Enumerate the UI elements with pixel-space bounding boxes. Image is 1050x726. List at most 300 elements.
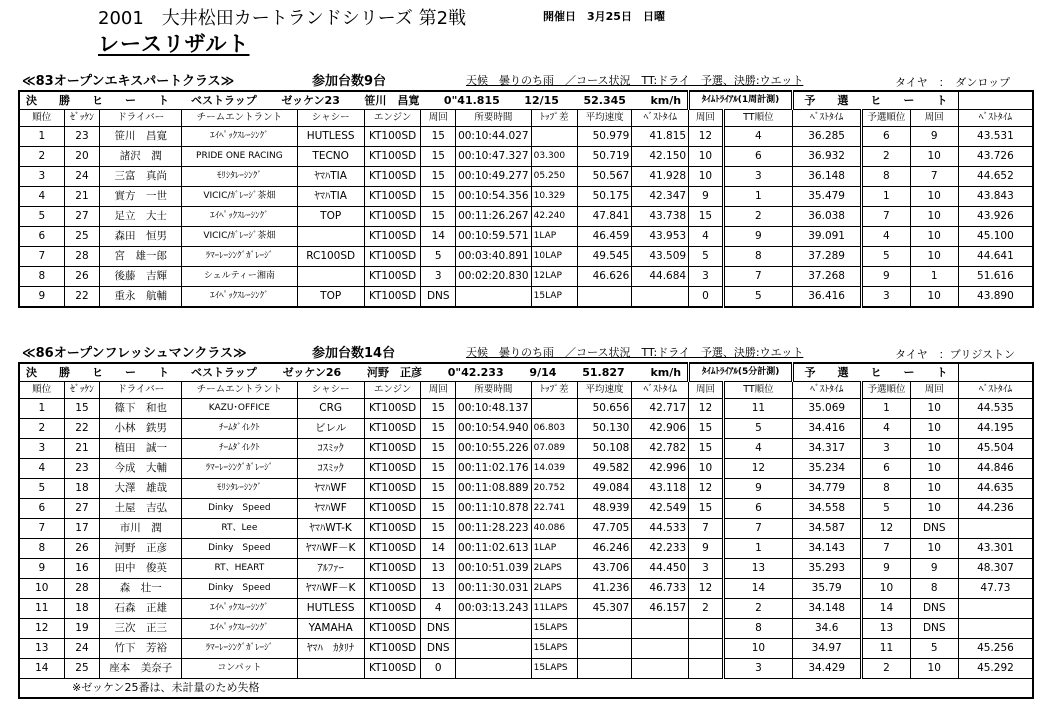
table-cell: 15LAPS <box>531 619 577 639</box>
table-cell <box>577 659 632 679</box>
table-cell: 18 <box>64 479 100 499</box>
table-cell: 15 <box>421 519 456 539</box>
table-cell: 36.932 <box>793 147 862 167</box>
table-cell: 15LAPS <box>531 659 577 679</box>
table-row <box>19 479 1033 499</box>
table-cell: 後藤 吉輝 <box>100 267 182 287</box>
table-cell: ﾔﾏﾊWF <box>297 479 364 499</box>
column-header: チームエントラント <box>182 382 297 399</box>
table-cell: KT100SD <box>364 479 421 499</box>
table-cell: 45.256 <box>958 639 1033 659</box>
table-cell: 石森 正雄 <box>100 599 182 619</box>
table-cell <box>456 287 532 308</box>
table-cell: 4 <box>689 227 724 247</box>
table-cell <box>531 399 577 419</box>
banner-speed: 51.827 <box>582 366 625 379</box>
table-cell: 5 <box>910 639 958 659</box>
table-cell: 24 <box>64 639 100 659</box>
table-cell: 3 <box>689 267 724 287</box>
table-cell: 23 <box>64 459 100 479</box>
table-cell: 44.684 <box>632 267 689 287</box>
table-cell: 00:11:28.223 <box>456 519 532 539</box>
table-cell: 15 <box>421 419 456 439</box>
table-cell: 6 <box>862 127 910 147</box>
table-cell: 49.084 <box>577 479 632 499</box>
table-cell: 43.926 <box>958 207 1033 227</box>
table-cell: DNS <box>910 599 958 619</box>
table-cell: 00:10:59.571 <box>456 227 532 247</box>
table-cell: 9 <box>19 287 64 308</box>
table-cell: 22 <box>64 419 100 439</box>
table-cell: 12 <box>689 479 724 499</box>
table-cell: 10 <box>910 227 958 247</box>
table-cell: 27 <box>64 207 100 227</box>
table-cell: 51.616 <box>958 267 1033 287</box>
table-cell: ﾔﾏﾊWT-K <box>297 519 364 539</box>
fastest-lap-banner <box>19 363 1033 382</box>
table-cell: 9 <box>723 227 792 247</box>
table-cell: 15 <box>421 147 456 167</box>
table-cell: 15LAP <box>531 287 577 308</box>
table-cell: 36.416 <box>793 287 862 308</box>
table-cell: 28 <box>64 579 100 599</box>
table-cell: RT、HEART <box>182 559 297 579</box>
table-cell: 15 <box>421 459 456 479</box>
table-cell: 大澤 雄哉 <box>100 479 182 499</box>
table-cell: 8 <box>19 267 64 287</box>
table-cell: ﾓﾘｼﾀﾚｰｼﾝｸﾞ <box>182 167 297 187</box>
table-cell: 00:10:54.940 <box>456 419 532 439</box>
table-cell: 1 <box>910 267 958 287</box>
table-cell: 8 <box>910 579 958 599</box>
table-cell: 42.150 <box>632 147 689 167</box>
table-cell: ｱﾙﾌｧｰ <box>297 559 364 579</box>
column-header: 周回 <box>910 110 958 127</box>
table-row <box>19 127 1033 147</box>
table-cell: 44.195 <box>958 419 1033 439</box>
table-row <box>19 187 1033 207</box>
table-cell: 1 <box>723 187 792 207</box>
table-cell: 00:10:44.027 <box>456 127 532 147</box>
banner-lap: 9/14 <box>529 366 557 379</box>
table-cell: ﾔﾏﾊWF－K <box>297 579 364 599</box>
table-cell: 35.479 <box>793 187 862 207</box>
table-cell: 21 <box>64 187 100 207</box>
table-cell: 2LAPS <box>531 579 577 599</box>
table-cell: 2 <box>19 147 64 167</box>
table-cell: 06.803 <box>531 419 577 439</box>
table-cell: 15 <box>421 399 456 419</box>
table-cell: 19 <box>64 619 100 639</box>
table-cell: 10 <box>19 579 64 599</box>
column-header: 周回 <box>689 382 724 399</box>
header-row <box>19 382 1033 399</box>
table-cell: 47.841 <box>577 207 632 227</box>
weather-info: 天候 曇りのち雨 ／コース状況 TT:ドライ 予選、決勝:ウエット <box>466 346 804 359</box>
table-cell: 11 <box>723 399 792 419</box>
time-trial-label: ﾀｲﾑﾄﾗｲｱﾙ(5分計測) <box>689 363 793 382</box>
table-cell: 6 <box>723 147 792 167</box>
table-cell: 44.846 <box>958 459 1033 479</box>
table-cell: 41.928 <box>632 167 689 187</box>
column-header: 順位 <box>19 110 64 127</box>
table-cell: 15 <box>421 499 456 519</box>
table-cell: 10 <box>910 499 958 519</box>
table-cell: 5 <box>723 419 792 439</box>
table-cell: ﾔﾏﾊWF－K <box>297 539 364 559</box>
table-cell <box>577 287 632 308</box>
table-cell: 50.130 <box>577 419 632 439</box>
table-cell: 三次 正三 <box>100 619 182 639</box>
table-cell: 45.292 <box>958 659 1033 679</box>
column-header: ﾍﾞｽﾄﾀｲﾑ <box>632 382 689 399</box>
table-cell: 5 <box>19 479 64 499</box>
table-cell: 13 <box>421 559 456 579</box>
table-row <box>19 499 1033 519</box>
table-cell: Dinky Speed <box>182 579 297 599</box>
table-cell: KT100SD <box>364 499 421 519</box>
table-cell: 43.509 <box>632 247 689 267</box>
table-cell: 9 <box>910 127 958 147</box>
table-cell: 14 <box>421 539 456 559</box>
table-cell: ﾗﾏｰﾚｰｼﾝｸﾞｶﾞﾚｰｼﾞ <box>182 459 297 479</box>
table-cell: ﾗﾏｰﾚｰｼﾝｸﾞｶﾞﾚｰｼﾞ <box>182 247 297 267</box>
table-cell: KT100SD <box>364 619 421 639</box>
table-cell: 4 <box>421 599 456 619</box>
table-cell: 25 <box>64 227 100 247</box>
table-cell: 17 <box>64 519 100 539</box>
table-cell: 00:03:40.891 <box>456 247 532 267</box>
table-cell: 7 <box>723 267 792 287</box>
column-header: 周回 <box>689 110 724 127</box>
table-cell: 11LAPS <box>531 599 577 619</box>
table-cell: YAMAHA <box>297 619 364 639</box>
table-cell: コンパット <box>182 659 297 679</box>
table-cell: 15 <box>689 419 724 439</box>
table-cell: 15 <box>421 127 456 147</box>
table-row <box>19 619 1033 639</box>
table-cell: Dinky Speed <box>182 499 297 519</box>
table-cell: 13 <box>19 639 64 659</box>
table-cell: 9 <box>689 539 724 559</box>
table-cell: 12 <box>862 519 910 539</box>
table-cell: 42.240 <box>531 207 577 227</box>
table-cell <box>632 659 689 679</box>
table-cell: 6 <box>723 499 792 519</box>
table-cell: 12 <box>689 399 724 419</box>
column-header: 所要時間 <box>456 382 532 399</box>
table-cell: 27 <box>64 499 100 519</box>
table-cell: 1LAP <box>531 539 577 559</box>
column-header: チームエントラント <box>182 110 297 127</box>
table-cell: 實方 一世 <box>100 187 182 207</box>
table-cell: 15 <box>421 207 456 227</box>
column-header: ドライバー <box>100 110 182 127</box>
column-header: ﾍﾞｽﾄﾀｲﾑ <box>793 110 862 127</box>
table-cell: DNS <box>421 619 456 639</box>
table-cell: ﾗﾏｰﾚｰｼﾝｸﾞｶﾞﾚｰｼﾞ <box>182 639 297 659</box>
table-cell: 9 <box>862 559 910 579</box>
table-cell: 50.567 <box>577 167 632 187</box>
table-cell: 50.108 <box>577 439 632 459</box>
table-cell: 0 <box>689 287 724 308</box>
table-cell: 12 <box>19 619 64 639</box>
table-cell: 14 <box>862 599 910 619</box>
table-cell: RT、Lee <box>182 519 297 539</box>
table-cell: KT100SD <box>364 439 421 459</box>
table-cell: 14 <box>421 227 456 247</box>
column-header: 所要時間 <box>456 110 532 127</box>
table-cell <box>632 287 689 308</box>
column-header: 平均速度 <box>577 382 632 399</box>
table-cell: ﾔﾏﾊTIA <box>297 167 364 187</box>
table-cell: 10 <box>910 147 958 167</box>
table-cell: VICIC/ｶﾞﾚｰｼﾞ茶畑 <box>182 227 297 247</box>
event-date: 開催日 3月25日 日曜 <box>543 10 665 23</box>
table-cell: PRIDE ONE RACING <box>182 147 297 167</box>
table-cell: VICIC/ｶﾞﾚｰｼﾞ茶畑 <box>182 187 297 207</box>
table-cell: 7 <box>862 207 910 227</box>
table-cell: 44.535 <box>958 399 1033 419</box>
table-cell: KT100SD <box>364 659 421 679</box>
table-row <box>19 287 1033 308</box>
table-cell: 諸沢 潤 <box>100 147 182 167</box>
table-cell <box>456 659 532 679</box>
table-cell: 44.533 <box>632 519 689 539</box>
banner-label: 決 勝 ヒ ー ト ベストラップ <box>26 94 257 107</box>
table-cell: 40.086 <box>531 519 577 539</box>
table-cell: 3 <box>19 167 64 187</box>
table-cell: 7 <box>862 539 910 559</box>
banner-speed: 52.345 <box>583 94 626 107</box>
column-header: ｾﾞｯｹﾝ <box>64 382 100 399</box>
column-header: TT順位 <box>723 382 792 399</box>
table-cell: 00:03:13.243 <box>456 599 532 619</box>
table-cell <box>297 659 364 679</box>
table-cell: 22 <box>64 287 100 308</box>
table-cell: DNS <box>910 619 958 639</box>
table-cell: 14 <box>19 659 64 679</box>
banner-time: 0"41.815 <box>443 94 500 107</box>
table-cell: 7 <box>723 519 792 539</box>
table-cell: 44.236 <box>958 499 1033 519</box>
table-cell: 35.069 <box>793 399 862 419</box>
table-cell: 7 <box>19 247 64 267</box>
table-cell: 41.815 <box>632 127 689 147</box>
table-cell: KT100SD <box>364 639 421 659</box>
table-cell: 4 <box>862 227 910 247</box>
table-cell: 2 <box>723 599 792 619</box>
table-cell: 44.652 <box>958 167 1033 187</box>
table-cell: 竹下 芳裕 <box>100 639 182 659</box>
table-cell: TECNO <box>297 147 364 167</box>
table-row <box>19 147 1033 167</box>
table-cell: ｴｲﾍﾟｯｸｽﾚｰｼﾝｸﾞ <box>182 127 297 147</box>
table-cell: KAZU･OFFICE <box>182 399 297 419</box>
table-cell: 11 <box>862 639 910 659</box>
table-cell: 10 <box>910 479 958 499</box>
table-cell: 15 <box>421 167 456 187</box>
table-cell: 6 <box>19 227 64 247</box>
table-cell: ﾔﾏﾊTIA <box>297 187 364 207</box>
table-cell: 35.293 <box>793 559 862 579</box>
table-cell: 10 <box>723 639 792 659</box>
table-cell: KT100SD <box>364 519 421 539</box>
disqualification-note: ※ゼッケン25番は、未計量のため失格 <box>72 681 260 694</box>
table-cell: KT100SD <box>364 187 421 207</box>
table-cell: 10 <box>689 147 724 167</box>
table-cell: 5 <box>19 207 64 227</box>
table-cell: 03.300 <box>531 147 577 167</box>
table-cell: 3 <box>689 559 724 579</box>
table-cell: ﾔﾏﾊ ｶﾀﾘﾅ <box>297 639 364 659</box>
table-cell: DNS <box>421 287 456 308</box>
table-cell: 4 <box>19 459 64 479</box>
table-cell: 1 <box>862 399 910 419</box>
banner-driver: 河野 正彦 <box>366 366 422 379</box>
table-cell: HUTLESS <box>297 599 364 619</box>
fastest-lap-banner <box>19 91 1033 110</box>
table-cell: 10 <box>910 539 958 559</box>
table-cell: 50.175 <box>577 187 632 207</box>
entry-count: 参加台数14台 <box>312 346 396 361</box>
table-cell: 宮 雄一郎 <box>100 247 182 267</box>
table-cell: 10 <box>910 247 958 267</box>
table-cell: ｴｲﾍﾟｯｸｽﾚｰｼﾝｸﾞ <box>182 619 297 639</box>
table-row <box>19 639 1033 659</box>
table-cell: 34.6 <box>793 619 862 639</box>
table-cell: 2LAPS <box>531 559 577 579</box>
table-cell: 46.157 <box>632 599 689 619</box>
table-cell: 3 <box>723 167 792 187</box>
table-cell: 12 <box>689 127 724 147</box>
table-cell: KT100SD <box>364 227 421 247</box>
table-cell: 10 <box>910 287 958 308</box>
table-cell: 10 <box>910 439 958 459</box>
table-cell <box>531 127 577 147</box>
table-cell: 00:10:49.277 <box>456 167 532 187</box>
table-cell: 42.906 <box>632 419 689 439</box>
banner-time: 0"42.233 <box>447 366 504 379</box>
table-cell: 2 <box>862 659 910 679</box>
banner-lap: 12/15 <box>524 94 559 107</box>
table-cell: 13 <box>723 559 792 579</box>
table-cell: 8 <box>862 167 910 187</box>
table-cell: 14.039 <box>531 459 577 479</box>
table-cell: 34.97 <box>793 639 862 659</box>
table-cell: 5 <box>421 247 456 267</box>
banner-number: ゼッケン26 <box>282 366 342 379</box>
table-cell: KT100SD <box>364 267 421 287</box>
table-row <box>19 519 1033 539</box>
table-cell: 46.626 <box>577 267 632 287</box>
column-header: 予選順位 <box>862 110 910 127</box>
table-cell: 00:11:08.889 <box>456 479 532 499</box>
table-cell: KT100SD <box>364 559 421 579</box>
table-cell: 37.289 <box>793 247 862 267</box>
table-cell: 10 <box>910 659 958 679</box>
table-cell <box>456 619 532 639</box>
table-cell: 34.416 <box>793 419 862 439</box>
table-cell: TOP <box>297 207 364 227</box>
table-cell: 植田 誠一 <box>100 439 182 459</box>
table-cell: 小林 鉄男 <box>100 419 182 439</box>
table-cell: 9 <box>910 559 958 579</box>
column-header: 平均速度 <box>577 110 632 127</box>
table-cell: 1 <box>19 399 64 419</box>
tire-info: タイヤ ： ダンロップ <box>895 76 1011 89</box>
table-cell: KT100SD <box>364 599 421 619</box>
table-row <box>19 599 1033 619</box>
note-row <box>19 679 1033 699</box>
table-cell: 49.545 <box>577 247 632 267</box>
table-row <box>19 399 1033 419</box>
table-cell: 37.268 <box>793 267 862 287</box>
table-cell: 00:11:26.267 <box>456 207 532 227</box>
page-title: 2001 大井松田カートランドシリーズ 第2戦 <box>98 8 467 29</box>
table-cell: 15 <box>689 207 724 227</box>
banner-label: 決 勝 ヒ ー ト ベストラップ <box>26 366 257 379</box>
table-cell: 3 <box>862 439 910 459</box>
column-header: 周回 <box>421 110 456 127</box>
table-cell: 00:02:20.830 <box>456 267 532 287</box>
table-cell: 2 <box>19 419 64 439</box>
table-cell: 45.307 <box>577 599 632 619</box>
table-cell: 15 <box>689 439 724 459</box>
table-cell: KT100SD <box>364 147 421 167</box>
table-cell: CRG <box>297 399 364 419</box>
table-cell: 21 <box>64 439 100 459</box>
results-table <box>18 90 1034 308</box>
table-cell: 34.587 <box>793 519 862 539</box>
table-cell: KT100SD <box>364 167 421 187</box>
qualifying-label: 予 選 ヒ ー ト <box>793 91 959 110</box>
class-name: ≪83オープンエキスパートクラス≫ <box>22 74 235 89</box>
column-header: ﾍﾞｽﾄﾀｲﾑ <box>793 382 862 399</box>
table-cell: 4 <box>723 127 792 147</box>
table-cell: 20 <box>64 147 100 167</box>
table-cell: 35.79 <box>793 579 862 599</box>
table-cell: 5 <box>862 499 910 519</box>
table-cell: 25 <box>64 659 100 679</box>
table-cell: シェルティー湘南 <box>182 267 297 287</box>
table-cell <box>297 227 364 247</box>
table-cell: 15 <box>421 187 456 207</box>
table-cell: 3 <box>862 287 910 308</box>
header-row <box>19 110 1033 127</box>
table-cell: 00:10:54.356 <box>456 187 532 207</box>
table-cell: RC100SD <box>297 247 364 267</box>
table-cell: 00:10:48.137 <box>456 399 532 419</box>
table-cell: 28 <box>64 247 100 267</box>
table-cell: KT100SD <box>364 287 421 308</box>
table-cell: 10 <box>910 399 958 419</box>
table-row <box>19 579 1033 599</box>
table-cell: 43.118 <box>632 479 689 499</box>
column-header: 周回 <box>910 382 958 399</box>
table-cell: 46.733 <box>632 579 689 599</box>
table-cell: 10 <box>910 459 958 479</box>
column-header: シャシー <box>297 110 364 127</box>
table-cell: ﾁｰﾑﾀﾞｲﾚｸﾄ <box>182 419 297 439</box>
banner-driver: 笹川 昌寛 <box>364 94 420 107</box>
table-cell: 43.726 <box>958 147 1033 167</box>
table-cell: 土屋 吉弘 <box>100 499 182 519</box>
table-cell: 44.641 <box>958 247 1033 267</box>
table-cell: 篠下 和也 <box>100 399 182 419</box>
table-row <box>19 439 1033 459</box>
table-cell: 9 <box>862 267 910 287</box>
